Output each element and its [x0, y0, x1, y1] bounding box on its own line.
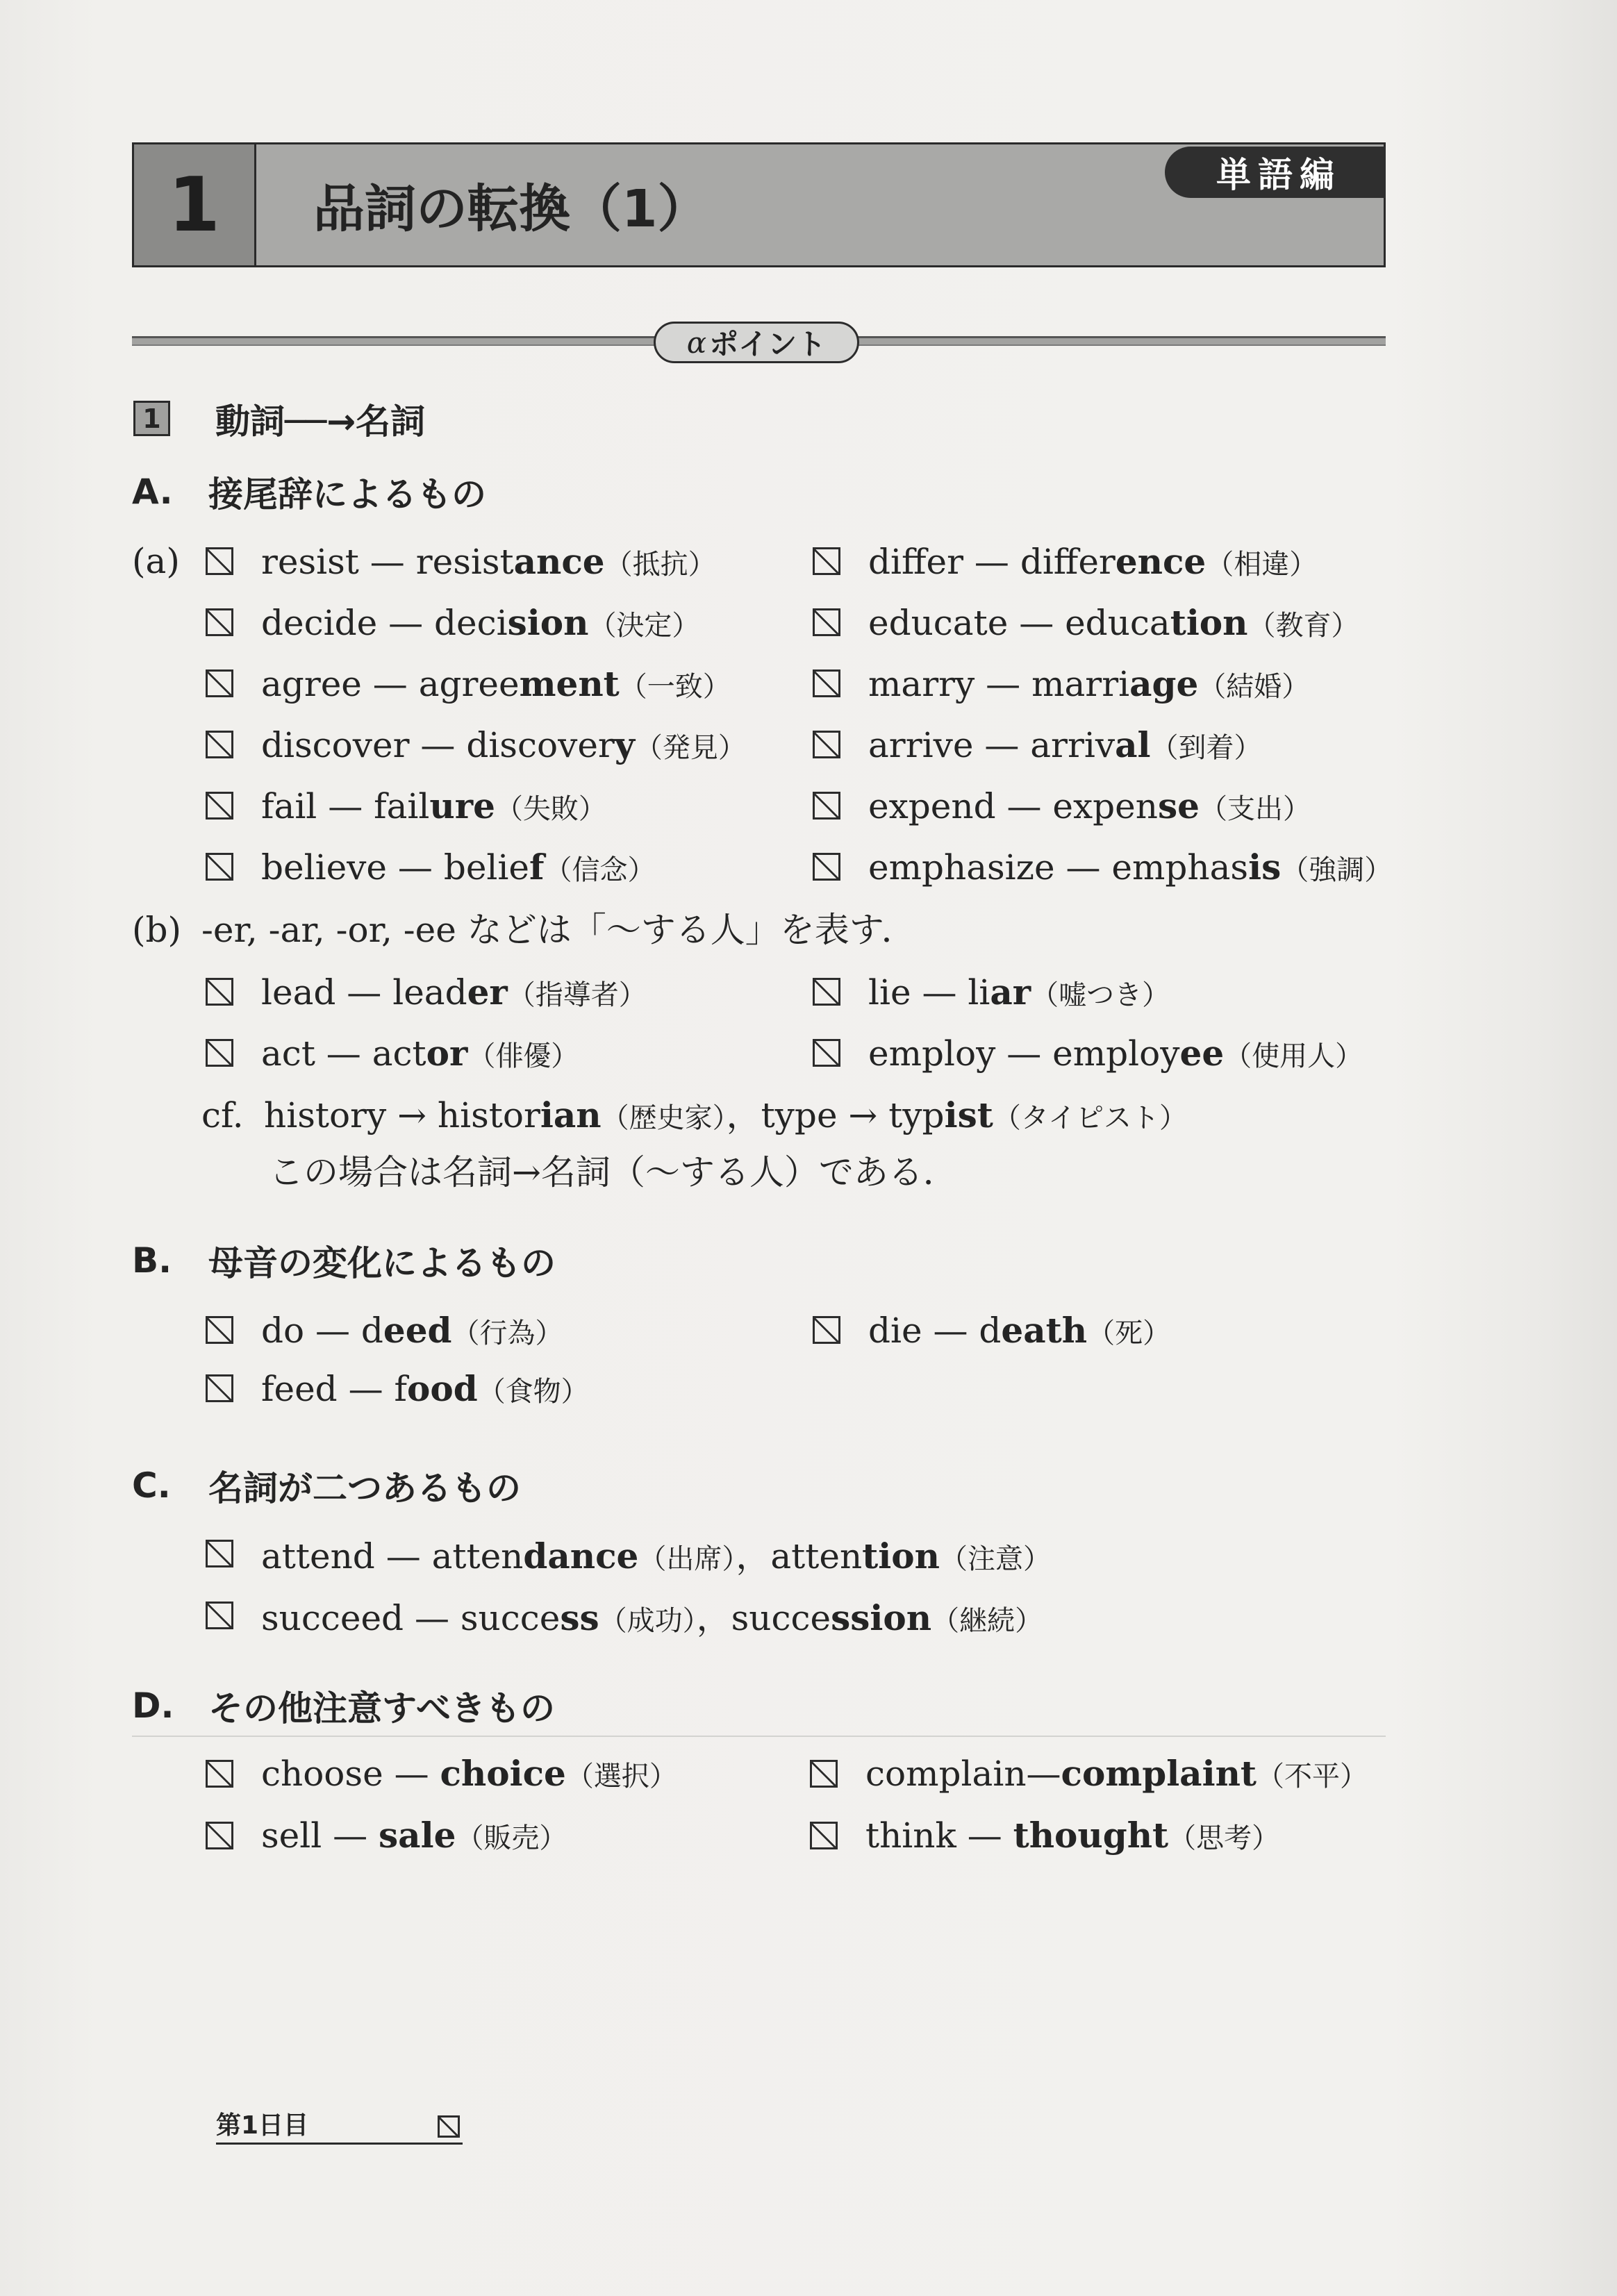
vocab-entry [206, 1815, 810, 1856]
dash-separator: — [1054, 847, 1112, 888]
part-title: 接尾辞によるもの [208, 474, 486, 515]
point-label [654, 322, 859, 363]
vocab-entry [206, 785, 813, 826]
comma-separator: ， [726, 1095, 761, 1135]
derived-word-plain-part: emphas [1111, 847, 1249, 888]
vocab-entry [206, 1368, 813, 1409]
base-word: die [868, 1310, 922, 1351]
derived-word-plain-part: d [979, 1310, 1002, 1351]
checkbox-icon [206, 1316, 233, 1344]
derived-word-plain-part: act [372, 1033, 426, 1074]
vocab-entry [206, 972, 813, 1013]
dash-separator: — [361, 663, 419, 704]
vocab-entry [813, 1310, 1396, 1351]
derived-word-plain-part: atten [770, 1536, 863, 1577]
entry-text [868, 724, 1262, 765]
vocab-entry [813, 663, 1396, 704]
base-word: differ [868, 541, 964, 582]
derived-word-bold-part: sion [507, 601, 589, 643]
derived-word-plain-part: li [968, 972, 990, 1013]
checkbox-icon [813, 547, 840, 575]
checkbox-icon [813, 978, 840, 1006]
japanese-meaning: （注意） [939, 1542, 1051, 1575]
base-word: employ [868, 1033, 996, 1074]
entry-text [261, 785, 606, 826]
vocab-grid-other [206, 1742, 1393, 1866]
entry-text [261, 847, 656, 888]
checkbox-icon [813, 1316, 840, 1344]
base-word: attend [261, 1536, 375, 1577]
derived-word-plain-part: deci [433, 602, 508, 643]
derived-word-bold-part: ee [1179, 1032, 1225, 1074]
base-word: sell [261, 1815, 322, 1856]
base-word: act [261, 1033, 315, 1074]
vocab-entry [813, 972, 1396, 1013]
arrow-separator: → [837, 1095, 889, 1135]
derived-word-bold-part: ance [513, 540, 605, 582]
derived-word-bold-part: ood [407, 1367, 478, 1409]
base-word: lead [261, 972, 336, 1013]
checkbox-icon [813, 792, 840, 820]
vocab-entry [206, 1753, 810, 1794]
part-letter: D. [132, 1686, 174, 1726]
sub-label-a: (a) [132, 541, 180, 581]
entry-text [261, 1033, 579, 1074]
derived-word-bold-part: eed [383, 1309, 452, 1351]
vocab-entry [206, 1033, 813, 1074]
japanese-meaning: （タイピスト） [993, 1102, 1188, 1134]
japanese-meaning: （教育） [1247, 609, 1359, 642]
derived-word-plain-part: atten [431, 1536, 524, 1577]
dash-separator: — [409, 724, 467, 765]
japanese-meaning: （相違） [1206, 548, 1318, 581]
vocab-grid-two-nouns [206, 1522, 1386, 1646]
derived-word-bold-part: sale [379, 1815, 456, 1856]
derived-word-bold-part: ian [540, 1095, 602, 1135]
entry-text [261, 602, 699, 643]
japanese-meaning: （成功） [599, 1604, 697, 1637]
vocab-entry [206, 602, 813, 643]
base-word: succeed [261, 1597, 404, 1638]
entry-text [868, 602, 1359, 643]
dash-separator: — [377, 602, 434, 643]
section-title: 動詞──→名詞 [215, 401, 426, 442]
vocab-entry [206, 1590, 1386, 1640]
cf-label: cf. [201, 1095, 244, 1135]
derived-word-plain-part: d [360, 1310, 383, 1351]
vocab-entry [813, 541, 1396, 582]
derived-word-bold-part: al [1115, 724, 1151, 765]
entry-text [261, 1590, 1043, 1640]
derived-word-plain-part: succe [460, 1597, 561, 1638]
derived-word-bold-part: ure [429, 785, 495, 826]
section-number-box: 1 [133, 401, 170, 436]
entry-text [868, 663, 1309, 704]
japanese-meaning: （決定） [588, 609, 700, 642]
vocab-entry [206, 1529, 1386, 1579]
checkbox-icon [206, 731, 233, 758]
base-word: marry [868, 663, 975, 704]
vocab-entry [206, 663, 813, 704]
japanese-meaning: （信念） [544, 854, 656, 886]
lesson-title: 品詞の転換（1） [313, 179, 709, 239]
dash-separator: — [404, 1597, 461, 1638]
japanese-meaning: （一致） [619, 670, 731, 703]
japanese-meaning: （失敗） [495, 792, 606, 825]
vocab-entry [813, 724, 1396, 765]
dash-separator: — [317, 785, 374, 826]
entry-text [868, 1033, 1363, 1074]
part-title: 母音の変化によるもの [208, 1243, 556, 1283]
dash-separator: — [322, 1815, 379, 1856]
derived-word-plain-part: typ [888, 1095, 945, 1135]
entry-text [868, 785, 1311, 826]
derived-word-plain-part: succe [731, 1597, 831, 1638]
vocab-grid-b [206, 961, 1396, 1083]
derived-word-bold-part: eath [1001, 1309, 1088, 1351]
japanese-meaning: （発見） [634, 731, 746, 764]
entry-text [261, 1753, 677, 1794]
checkbox-icon [206, 608, 233, 636]
japanese-meaning: （選択） [565, 1761, 677, 1792]
derived-word-bold-part: ist [944, 1095, 993, 1135]
comma-separator: ， [696, 1597, 731, 1638]
base-word: lie [868, 972, 911, 1013]
derived-word-bold-part: thought [1013, 1815, 1169, 1856]
checkbox-icon [206, 669, 233, 697]
dash-separator: — [387, 847, 444, 888]
derived-word-bold-part: se [1157, 785, 1200, 826]
derived-word-plain-part: expen [1052, 785, 1158, 826]
japanese-meaning: （結婚） [1198, 670, 1310, 703]
entry-text [261, 1310, 563, 1351]
japanese-meaning: （歴史家） [601, 1102, 727, 1134]
derived-word-bold-part: complaint [1061, 1753, 1257, 1794]
dash-separator: — [995, 1033, 1053, 1074]
derived-word-plain-part: histor [437, 1095, 540, 1135]
dash-separator: — [335, 972, 393, 1013]
dash-separator: — [963, 541, 1020, 582]
entry-text [261, 1529, 1051, 1579]
japanese-meaning: （到着） [1150, 731, 1262, 764]
derived-word-plain-part: employ [1052, 1033, 1180, 1074]
base-word: do [261, 1310, 305, 1351]
derived-word-plain-part: f [394, 1368, 408, 1409]
derived-word-bold-part: is [1248, 846, 1282, 888]
vocab-entry [813, 602, 1396, 643]
derived-word-bold-part: tion [1170, 601, 1248, 643]
derived-word-bold-part: dance [523, 1535, 639, 1577]
checkbox-icon [438, 2115, 460, 2138]
derived-word-bold-part: f [529, 846, 545, 888]
checkbox-icon [206, 1760, 233, 1788]
checkbox-icon [206, 853, 233, 881]
japanese-meaning: （指導者） [507, 979, 647, 1011]
japanese-meaning: （死） [1087, 1317, 1171, 1349]
vocab-grid-vowel-change [206, 1301, 1396, 1417]
point-label-text: ポイント [709, 327, 827, 361]
part-title: その他注意すべきもの [208, 1688, 555, 1729]
japanese-meaning: （販売） [456, 1822, 567, 1854]
checkbox-icon [206, 1540, 233, 1567]
section-badge: 単語編 [1165, 147, 1386, 198]
derived-word-bold-part: y [614, 724, 635, 765]
dash-separator: — [383, 1754, 440, 1794]
base-word: agree [261, 663, 362, 704]
vocab-entry [206, 847, 813, 888]
japanese-meaning: （嘘つき） [1031, 979, 1170, 1011]
checkbox-icon [206, 547, 233, 575]
derived-word-plain-part: discover [466, 724, 615, 765]
arrow-separator: → [386, 1095, 438, 1135]
derived-word-bold-part: ss [560, 1597, 599, 1638]
dash-separator: — [911, 972, 968, 1013]
cf-note: この場合は名詞→名詞（～する人）である． [269, 1152, 958, 1192]
dash-separator: — [374, 1536, 432, 1577]
derived-word-bold-part: ssion [831, 1597, 932, 1638]
checkbox-icon [813, 669, 840, 697]
dash-separator: — [1026, 1754, 1061, 1794]
base-word: choose [261, 1754, 383, 1794]
dash-separator: — [315, 1033, 372, 1074]
part-letter: B. [132, 1240, 172, 1281]
base-word: decide [261, 602, 378, 643]
part-letter: A. [132, 472, 173, 512]
derived-word-bold-part: er [467, 971, 508, 1013]
study-day-label: 第1日目 [216, 2111, 309, 2140]
entry-text [261, 972, 647, 1013]
entry-text [261, 724, 746, 765]
base-word: educate [868, 602, 1009, 643]
japanese-meaning: （不平） [1257, 1761, 1368, 1792]
derived-word-bold-part: ence [1115, 540, 1206, 582]
entry-text [868, 972, 1170, 1013]
base-word: discover [261, 724, 410, 765]
derived-word-plain-part: arriv [1030, 724, 1116, 765]
vocab-entry [810, 1815, 1393, 1856]
entry-text [261, 1815, 567, 1856]
japanese-meaning: （抵抗） [604, 548, 716, 581]
checkbox-icon [206, 1039, 233, 1067]
dash-separator: — [337, 1368, 395, 1409]
base-word: feed [261, 1368, 338, 1409]
entry-text [865, 1753, 1368, 1794]
entry-text [261, 1368, 589, 1409]
dash-separator: — [975, 663, 1032, 704]
japanese-meaning: （俳優） [467, 1040, 579, 1072]
base-word: think [865, 1815, 956, 1856]
part-b-heading [132, 1238, 556, 1283]
derived-word-plain-part: belie [443, 847, 529, 888]
part-title: 名詞が二つあるもの [208, 1468, 521, 1508]
checkbox-icon [206, 1374, 233, 1402]
dash-separator: — [358, 541, 416, 582]
derived-word-bold-part: choice [440, 1753, 566, 1794]
checkbox-icon [206, 1822, 233, 1849]
entry-text [868, 847, 1392, 888]
divider-line [132, 1736, 1386, 1737]
derived-word-bold-part: ment [519, 663, 620, 704]
derived-word-plain-part: agree [418, 663, 520, 704]
vocab-grid-a [206, 531, 1396, 897]
derived-word-plain-part: marri [1031, 663, 1130, 704]
vocab-entry [813, 785, 1396, 826]
derived-word-bold-part: tion [862, 1535, 940, 1577]
derived-word-plain-part: educa [1065, 602, 1170, 643]
japanese-meaning: （食物） [477, 1375, 589, 1408]
base-word: expend [868, 785, 996, 826]
japanese-meaning: （思考） [1168, 1822, 1280, 1854]
part-c-heading [132, 1463, 521, 1508]
entry-text [261, 663, 731, 704]
entry-text [261, 541, 716, 582]
derived-word-plain-part: resist [415, 541, 514, 582]
checkbox-icon [813, 731, 840, 758]
base-word: resist [261, 541, 359, 582]
checkbox-icon [206, 792, 233, 820]
japanese-meaning: （行為） [451, 1317, 563, 1349]
entry-text [865, 1815, 1279, 1856]
checkbox-icon [206, 978, 233, 1006]
checkbox-icon [810, 1822, 838, 1849]
cf-line [201, 1093, 1187, 1138]
vocab-entry [206, 1310, 813, 1351]
japanese-meaning: （出席） [638, 1542, 736, 1575]
part-a-heading [132, 469, 486, 514]
vocab-entry [813, 847, 1396, 888]
base-word: emphasize [868, 847, 1055, 888]
sub-b-intro: -er, -ar, -or, -ee などは「～する人」を表す． [201, 910, 916, 950]
japanese-meaning: （使用人） [1224, 1040, 1363, 1072]
sub-label-b: (b) [132, 910, 182, 950]
japanese-meaning: （強調） [1281, 854, 1393, 886]
base-word: history [264, 1095, 387, 1135]
part-letter: C. [132, 1465, 171, 1506]
base-word: believe [261, 847, 388, 888]
derived-word-bold-part: or [426, 1032, 468, 1074]
checkbox-icon [813, 608, 840, 636]
vocab-entry [206, 541, 813, 582]
lesson-number: 1 [134, 144, 256, 265]
dash-separator: — [956, 1815, 1013, 1856]
entry-text [868, 1310, 1170, 1351]
dash-separator: — [304, 1310, 361, 1351]
checkbox-icon [813, 853, 840, 881]
japanese-meaning: （継続） [931, 1604, 1043, 1637]
derived-word-plain-part: fail [374, 785, 430, 826]
dash-separator: — [922, 1310, 979, 1351]
vocab-entry [813, 1033, 1396, 1074]
base-word: type [761, 1095, 838, 1135]
study-day-footer [216, 2110, 463, 2145]
vocab-entry [810, 1753, 1393, 1794]
japanese-meaning: （支出） [1199, 792, 1311, 825]
checkbox-icon [206, 1602, 233, 1629]
derived-word-plain-part: differ [1020, 541, 1116, 582]
checkbox-icon [810, 1760, 838, 1788]
checkbox-icon [813, 1039, 840, 1067]
dash-separator: — [1008, 602, 1065, 643]
derived-word-bold-part: age [1129, 663, 1199, 704]
dash-separator: — [995, 785, 1053, 826]
base-word: complain [865, 1754, 1027, 1794]
part-d-heading [132, 1683, 555, 1728]
derived-word-bold-part: ar [990, 971, 1031, 1013]
comma-separator: ， [736, 1536, 771, 1577]
base-word: arrive [868, 724, 974, 765]
base-word: fail [261, 785, 317, 826]
derived-word-plain-part: lead [392, 972, 467, 1013]
entry-text [868, 541, 1317, 582]
vocab-entry [206, 724, 813, 765]
dash-separator: — [973, 724, 1031, 765]
alpha-symbol: α [686, 325, 707, 360]
